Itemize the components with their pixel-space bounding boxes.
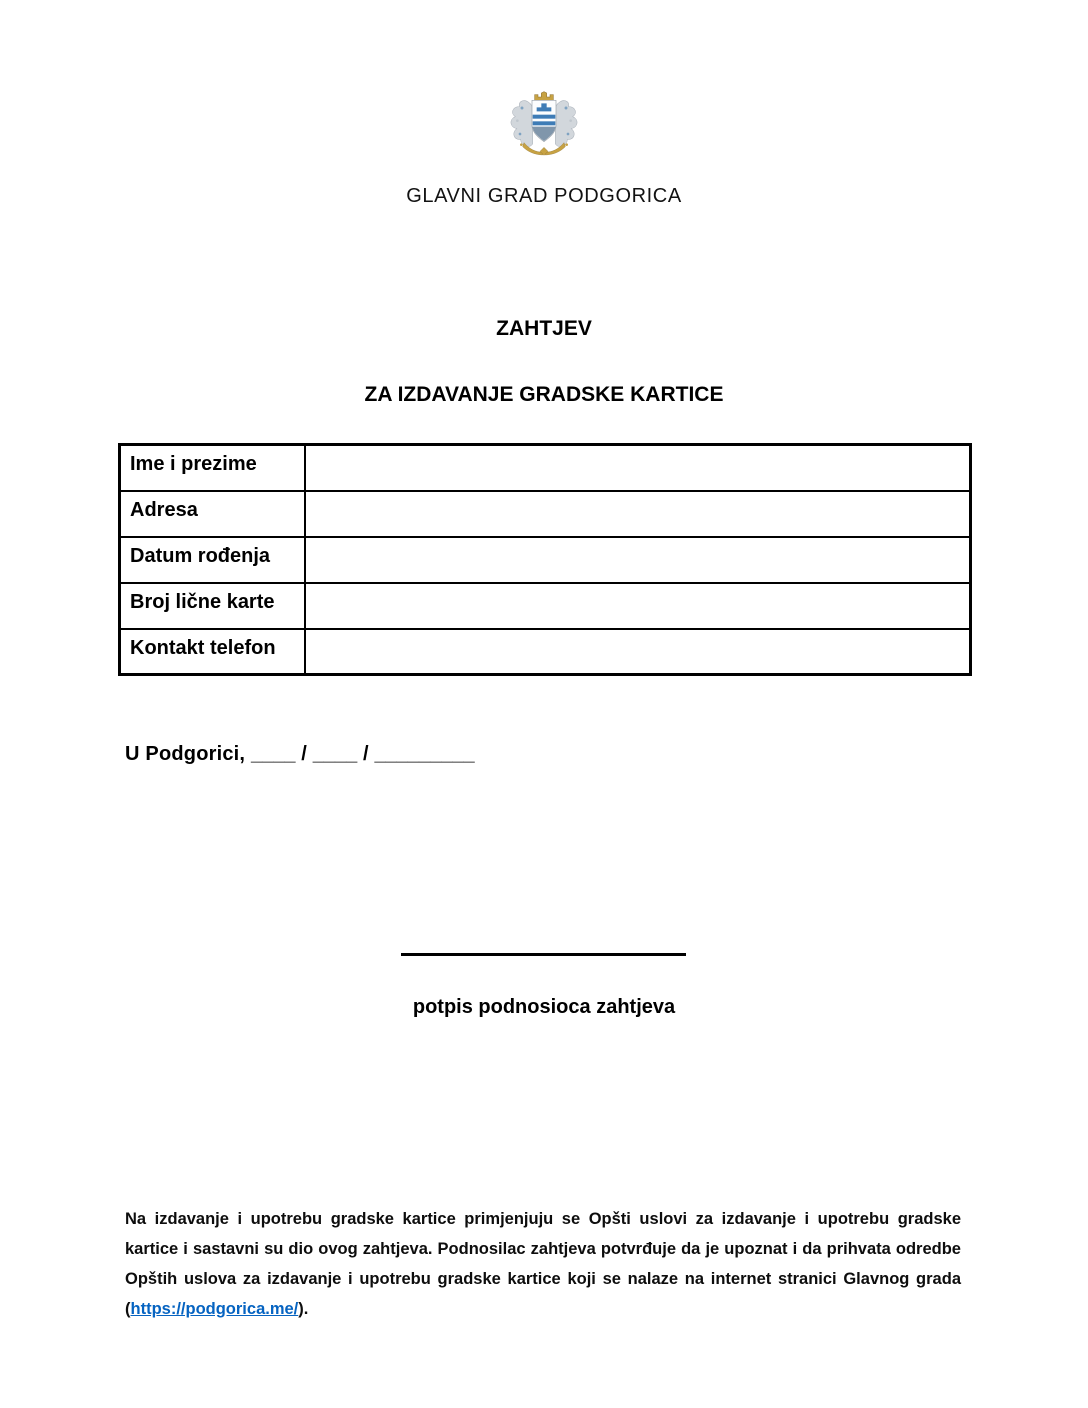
signature-line	[401, 953, 686, 956]
table-row	[120, 629, 971, 675]
terms-text-before-link: Na izdavanje i upotrebu gradske kartice primjenjuju se Opšti uslovi za izdavanje i upotrebu gradske kartice i sastavni su dio ovog zahtjeva. Podnosilac zahtjeva potvrđuje da je upoznat i da prihvata odredbe Opštih uslova za izdavanje i upotrebu gradske kartice koji se nalaze na internet stranici Glavnog grada (	[125, 1210, 961, 1318]
form-subtitle: ZA IZDAVANJE GRADSKE KARTICE	[364, 383, 724, 406]
table-row	[120, 445, 971, 491]
field-label-broj-licne-karte: Broj lične karte	[120, 583, 305, 629]
date-month-blank[interactable]: ____	[312, 743, 358, 765]
field-value-adresa[interactable]	[305, 491, 971, 537]
date-line-prefix: U Podgorici,	[125, 743, 246, 765]
field-value-datum-rodjenja[interactable]	[305, 537, 971, 583]
date-day-blank[interactable]: ____	[250, 743, 296, 765]
coat-of-arms-podgorica-icon	[502, 90, 586, 158]
field-label-kontakt-telefon: Kontakt telefon	[120, 629, 305, 675]
table-row	[120, 537, 971, 583]
field-value-kontakt-telefon[interactable]	[305, 629, 971, 675]
request-table	[118, 443, 972, 676]
terms-link[interactable]: https://podgorica.me/	[130, 1300, 299, 1318]
date-separator: /	[363, 743, 369, 765]
terms-text-after-link: ).	[298, 1300, 309, 1318]
field-label-datum-rodjenja: Datum rođenja	[120, 537, 305, 583]
date-year-blank[interactable]: _________	[374, 743, 475, 765]
field-label-adresa: Adresa	[120, 491, 305, 537]
date-separator: /	[301, 743, 307, 765]
date-line	[125, 743, 475, 766]
org-name: GLAVNI GRAD PODGORICA	[406, 185, 682, 207]
table-row	[120, 491, 971, 537]
field-label-ime-i-prezime: Ime i prezime	[120, 445, 305, 491]
field-value-ime-i-prezime[interactable]	[305, 445, 971, 491]
table-row	[120, 583, 971, 629]
document-header	[0, 90, 1088, 208]
field-value-broj-licne-karte[interactable]	[305, 583, 971, 629]
form-title: ZAHTJEV	[496, 317, 592, 340]
terms-paragraph	[125, 1204, 961, 1324]
signature-caption: potpis podnosioca zahtjeva	[412, 996, 676, 1018]
